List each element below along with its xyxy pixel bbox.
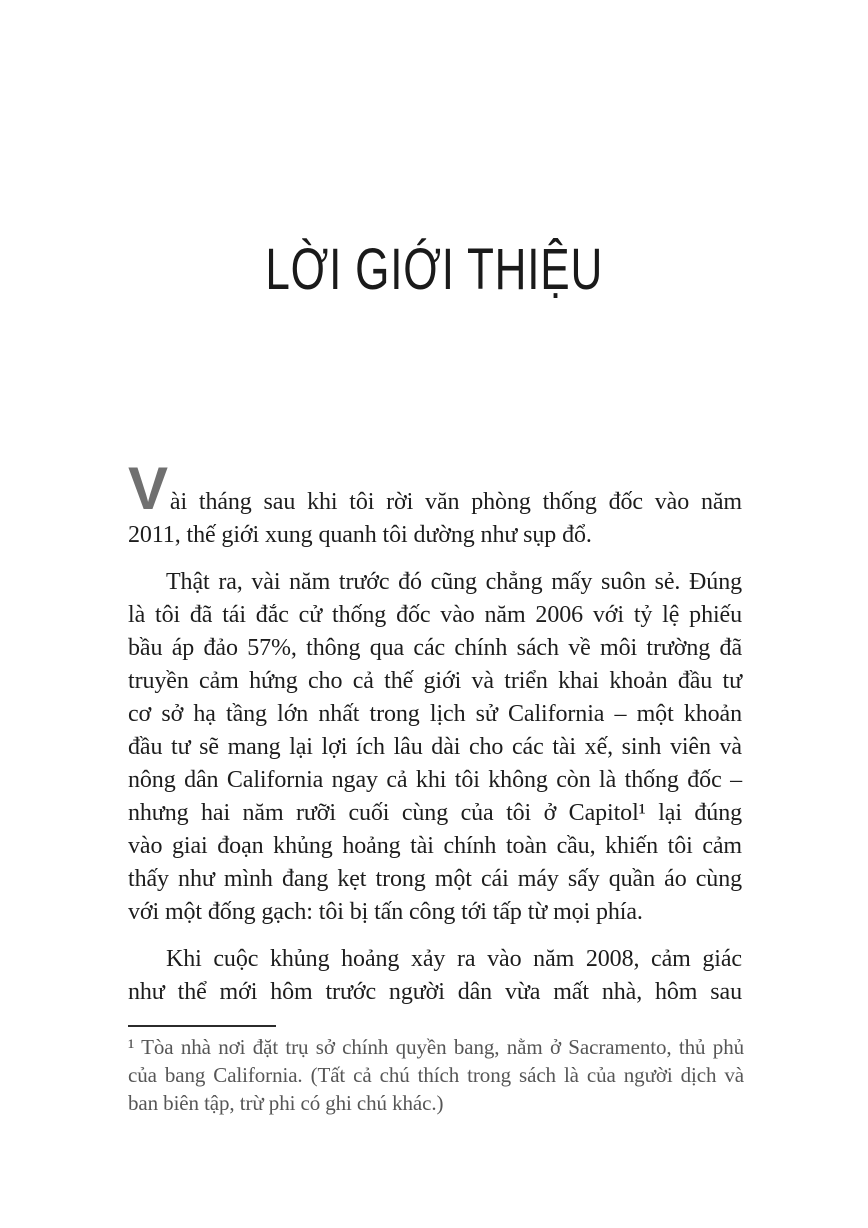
dropcap-initial: V	[128, 455, 168, 522]
footnote-separator	[128, 1025, 276, 1027]
text-line: vào giai đoạn khủng hoảng tài chính toàn cầu, khiến tôi cảm	[128, 833, 742, 859]
text-line: như thể mới hôm trước người dân vừa mất nhà, hôm sau	[128, 979, 742, 1005]
chapter-title-text: LỜI GIỚI THIỆU	[265, 237, 603, 302]
text-line: ban biên tập, trừ phi có ghi chú khác.)	[128, 1091, 444, 1115]
text-line: bầu áp đảo 57%, thông qua các chính sách về môi trường đã	[128, 635, 742, 661]
text-line: đầu tư sẽ mang lại lợi ích lâu dài cho các tài xế, sinh viên và	[128, 734, 742, 760]
footnote	[128, 1033, 744, 1117]
paragraph	[128, 455, 742, 552]
text-line: nông dân California ngay cả khi tôi không còn là thống đốc –	[128, 767, 742, 793]
text-line: truyền cảm hứng cho cả thế giới và triển khai khoản đầu tư	[128, 668, 742, 694]
chapter-title	[0, 238, 868, 302]
text-line: Thật ra, vài năm trước đó cũng chẳng mấy suôn sẻ. Đúng	[166, 569, 742, 595]
text-line: ¹ Tòa nhà nơi đặt trụ sở chính quyền bang, nằm ở Sacramento, thủ phủ	[128, 1035, 744, 1059]
text-line: là tôi đã tái đắc cử thống đốc vào năm 2006 với tỷ lệ phiếu	[128, 602, 742, 628]
text-line: cơ sở hạ tầng lớn nhất trong lịch sử California – một khoản	[128, 701, 742, 727]
text-line: Vài tháng sau khi tôi rời văn phòng thống đốc vào năm	[128, 455, 742, 522]
paragraph	[128, 943, 742, 1009]
text-line: thấy như mình đang kẹt trong một cái máy sấy quần áo cùng	[128, 866, 742, 892]
text-line: Khi cuộc khủng hoảng xảy ra vào năm 2008, cảm giác	[166, 946, 742, 972]
footnote-paragraph	[128, 1033, 744, 1117]
text-line: 2011, thế giới xung quanh tôi dường như sụp đổ.	[128, 522, 592, 548]
text-line: với một đống gạch: tôi bị tấn công tới tấp từ mọi phía.	[128, 899, 643, 925]
text-line: nhưng hai năm rưỡi cuối cùng của tôi ở Capitol¹ lại đúng	[128, 800, 742, 826]
paragraph	[128, 566, 742, 929]
body-text	[128, 455, 742, 1009]
text-line: của bang California. (Tất cả chú thích trong sách là của người dịch và	[128, 1063, 744, 1087]
